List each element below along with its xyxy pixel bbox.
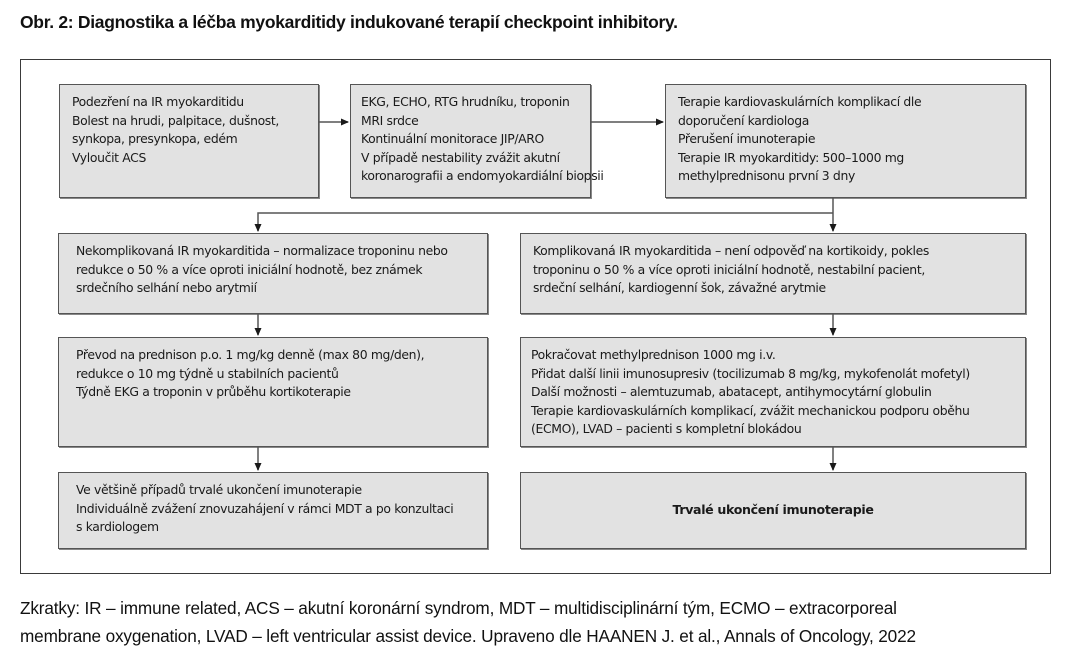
- box-line: koronarografii a endomyokardiální biopsii: [361, 168, 604, 183]
- box-uncomplicated-treatment: [58, 337, 488, 447]
- box-line: Vyloučit ACS: [72, 149, 146, 165]
- box-diagnostics: [350, 84, 604, 198]
- box-line: Terapie kardiovaskulárních komplikací dle: [678, 94, 922, 109]
- box-line: Nekomplikovaná IR myokarditida – normalizace troponinu nebo: [76, 243, 448, 258]
- box-line: redukce o 10 mg týdně u stabilních pacientů: [76, 365, 339, 381]
- box-line: Pokračovat methylprednison 1000 mg i.v.: [531, 347, 776, 362]
- box-line: redukce o 50 % a více oproti iniciální hodnotě, bez známek: [76, 261, 423, 277]
- box-suspicion: [59, 84, 319, 198]
- box-line: Další možnosti – alemtuzumab, abatacept, antihymocytární globulin: [531, 384, 932, 399]
- box-line: MRI srdce: [361, 112, 419, 128]
- box-line: Terapie IR myokarditidy: 500–1000 mg: [678, 149, 904, 165]
- box-line: Týdně EKG a troponin v průběhu kortikoterapie: [76, 384, 351, 399]
- box-line: methylprednisonu první 3 dny: [678, 168, 855, 183]
- box-line: Kontinuální monitorace JIP/ARO: [361, 131, 544, 146]
- abbreviations-footnote: [20, 594, 916, 650]
- box-line: srdečního selhání nebo arytmií: [76, 280, 257, 295]
- box-line: V případě nestability zvážit akutní: [361, 149, 560, 165]
- footnote-line: membrane oxygenation, LVAD – left ventricular assist device. Upraveno dle HAANEN J. et al., Annals of Oncology, 2022: [20, 626, 916, 646]
- box-complicated-myocarditis: [520, 233, 1026, 314]
- box-line: Přerušení imunoterapie: [678, 131, 816, 146]
- box-line: Převod na prednison p.o. 1 mg/kg denně (max 80 mg/den),: [76, 347, 425, 362]
- figure-title: Obr. 2: Diagnostika a léčba myokarditidy indukované terapií checkpoint inhibitory.: [20, 12, 678, 32]
- box-line: (ECMO), LVAD – pacienti s kompletní blokádou: [531, 421, 802, 436]
- box-line: Terapie kardiovaskulárních komplikací, zvážit mechanickou podporu oběhu: [531, 402, 970, 418]
- box-line: Podezření na IR myokarditidu: [72, 94, 244, 109]
- box-line: Komplikovaná IR myokarditida – není odpověď na kortikoidy, pokles: [533, 243, 929, 258]
- box-line: EKG, ECHO, RTG hrudníku, troponin: [361, 94, 570, 109]
- box-line: Individuálně zvážení znovuzahájení v rámci MDT a po konzultaci: [76, 500, 454, 516]
- box-line: s kardiologem: [76, 519, 159, 534]
- footnote-line: Zkratky: IR – immune related, ACS – akutní koronární syndrom, MDT – multidisciplinární tým, ECMO – extracorporeal: [20, 598, 897, 618]
- box-line: Ve většině případů trvalé ukončení imunoterapie: [76, 482, 362, 497]
- box-line: Přidat další linii imunosupresiv (tocilizumab 8 mg/kg, mykofenolát mofetyl): [531, 365, 970, 381]
- box-line: doporučení kardiologa: [678, 112, 809, 128]
- box-uncomplicated-outcome: [58, 472, 488, 549]
- box-line-bold: Trvalé ukončení imunoterapie: [672, 502, 874, 518]
- box-line: srdeční selhání, kardiogenní šok, závažné arytmie: [533, 280, 826, 295]
- box-complicated-treatment: [520, 337, 1026, 447]
- box-initial-therapy: [665, 84, 1026, 198]
- box-uncomplicated-myocarditis: [58, 233, 488, 314]
- box-line: synkopa, presynkopa, edém: [72, 131, 238, 146]
- box-complicated-outcome: [520, 472, 1026, 549]
- box-line: Bolest na hrudi, palpitace, dušnost,: [72, 112, 280, 128]
- box-line: troponinu o 50 % a více oproti iniciální hodnotě, nestabilní pacient,: [533, 261, 925, 277]
